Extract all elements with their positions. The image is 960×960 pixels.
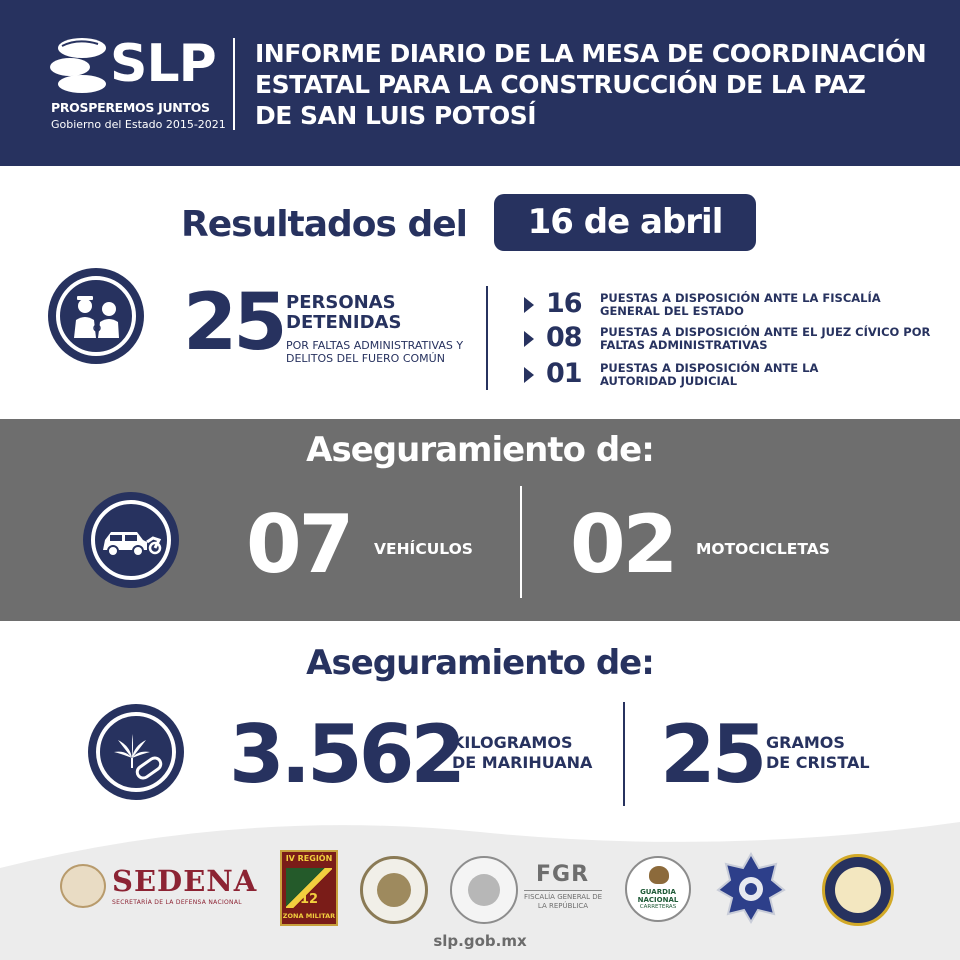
- fgr-name: FGR: [536, 862, 590, 887]
- marijuana-pill-icon: [88, 704, 184, 800]
- results-divider: [486, 286, 488, 390]
- crystal-label-line: GRAMOS: [766, 733, 845, 752]
- mexico-coat-of-arms-seal[interactable]: [450, 856, 518, 924]
- eagle-icon: [377, 873, 411, 907]
- vehicles-heading: Aseguramiento de:: [306, 430, 654, 470]
- guardia-nacional-seal[interactable]: [360, 856, 428, 924]
- disposition-count: 16: [546, 288, 582, 319]
- detainee-icon: [48, 268, 144, 364]
- detained-count: 25: [183, 278, 284, 368]
- header-banner: [0, 0, 960, 166]
- zone-label: ZONA MILITAR: [282, 912, 336, 920]
- motorcycles-label: MOTOCICLETAS: [696, 540, 830, 558]
- detained-label-line: PERSONAS: [286, 292, 396, 313]
- sedena-subtitle: SECRETARÍA DE LA DEFENSA NACIONAL: [112, 899, 242, 906]
- sedena-logo[interactable]: [60, 862, 260, 912]
- detained-label-line: DETENIDAS: [286, 312, 402, 333]
- marijuana-label: [452, 733, 592, 773]
- disposition-text: PUESTAS A DISPOSICIÓN ANTE LA FISCALÍA GENERAL DEL ESTADO: [600, 291, 881, 318]
- arrow-right-icon: [524, 297, 534, 313]
- zone-region: IV REGIÓN: [285, 854, 333, 863]
- disposition-count: 01: [546, 358, 582, 389]
- website-url[interactable]: slp.gob.mx: [433, 932, 527, 950]
- report-title-line: DE SAN LUIS POTOSÍ: [255, 101, 537, 130]
- crystal-label-line: DE CRISTAL: [766, 753, 870, 772]
- military-zone-badge[interactable]: [280, 850, 338, 926]
- guardia-nacional-carreteras-seal[interactable]: [625, 856, 691, 922]
- results-heading: Resultados del: [181, 204, 468, 245]
- zone-number: 12: [300, 892, 319, 907]
- sedena-name: SEDENA: [112, 864, 258, 898]
- marijuana-amount: 3.562: [229, 708, 463, 801]
- crystal-amount: 25: [660, 708, 764, 801]
- car-motorcycle-icon: [83, 492, 179, 588]
- slp-logo[interactable]: [48, 34, 226, 138]
- fgr-subtitle: FISCALÍA GENERAL DE LA REPÚBLICA: [524, 893, 603, 910]
- disposition-count: 08: [546, 322, 582, 353]
- logo-slogan: PROSPEREMOS JUNTOS: [51, 100, 210, 115]
- mexican-eagle-seal-icon: [60, 864, 106, 908]
- disposition-text: PUESTAS A DISPOSICIÓN ANTE LA AUTORIDAD JUDICIAL: [600, 361, 819, 388]
- fiscalia-estado-seal[interactable]: [822, 854, 894, 926]
- logo-wordmark: SLP: [110, 34, 216, 94]
- drugs-divider: [623, 702, 625, 806]
- crystal-label: [766, 733, 870, 773]
- gnc-title: GUARDIA NACIONAL: [637, 888, 679, 904]
- fgr-logo[interactable]: [524, 862, 602, 916]
- coat-of-arms-icon: [468, 874, 500, 906]
- vehicles-label: VEHÍCULOS: [374, 540, 473, 558]
- arrow-right-icon: [524, 367, 534, 383]
- police-star-icon[interactable]: [716, 852, 786, 924]
- detained-label: [286, 293, 401, 333]
- header-divider: [233, 38, 235, 130]
- disposition-text: PUESTAS A DISPOSICIÓN ANTE EL JUEZ CÍVICO POR FALTAS ADMINISTRATIVAS: [600, 325, 931, 352]
- marijuana-label-line: KILOGRAMOS: [452, 733, 573, 752]
- vehicles-count: 07: [246, 498, 352, 591]
- detained-sublabel: POR FALTAS ADMINISTRATIVAS Y DELITOS DEL FUERO COMÚN: [286, 339, 464, 365]
- gnc-subtitle: CARRETERAS: [639, 904, 677, 910]
- vehicles-divider: [520, 486, 522, 598]
- fgr-divider: [524, 890, 602, 891]
- drugs-heading: Aseguramiento de:: [306, 643, 654, 683]
- report-title-line: ESTATAL PARA LA CONSTRUCCIÓN DE LA PAZ: [255, 70, 866, 99]
- slp-stones-icon: [48, 36, 110, 94]
- report-title-line: INFORME DIARIO DE LA MESA DE COORDINACIÓN: [255, 39, 927, 68]
- motorcycles-count: 02: [570, 498, 676, 591]
- arrow-right-icon: [524, 331, 534, 347]
- report-title: [255, 38, 945, 131]
- scales-of-justice-icon: [835, 867, 881, 913]
- date-badge: 16 de abril: [494, 194, 756, 251]
- eagle-icon: [649, 866, 669, 884]
- marijuana-label-line: DE MARIHUANA: [452, 753, 593, 772]
- government-period: Gobierno del Estado 2015-2021: [51, 118, 226, 131]
